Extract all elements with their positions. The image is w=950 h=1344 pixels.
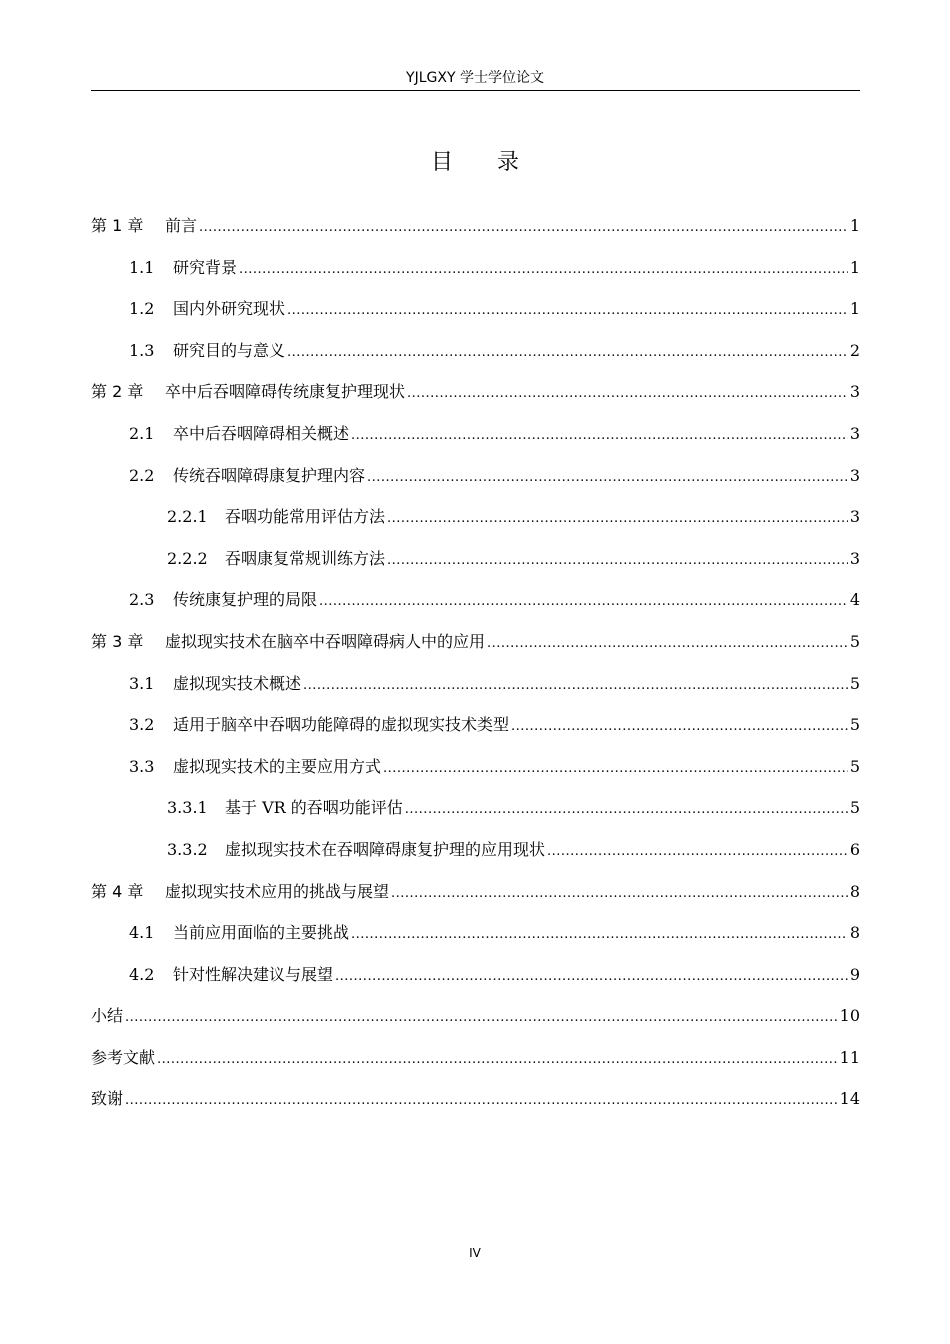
dot-leader (387, 498, 848, 540)
toc-entry-page: 14 (839, 1089, 860, 1109)
toc-entry-page: 3 (849, 548, 860, 568)
toc-entry-title: 前言 (165, 216, 198, 235)
toc-entry-page: 4 (849, 590, 860, 610)
toc-entry-number: 第 4 章 (91, 881, 144, 901)
toc-entry-title: 吞咽功能常用评估方法 (225, 507, 386, 527)
toc-entry-page: 3 (849, 382, 860, 402)
toc-entry-page: 5 (849, 631, 860, 651)
dot-leader (199, 207, 848, 249)
toc-entry-page: 3 (849, 423, 860, 443)
toc-entry-title: 虚拟现实技术在吞咽障碍康复护理的应用现状 (225, 839, 546, 859)
toc-entry[interactable] (91, 746, 860, 788)
dot-leader (367, 457, 848, 499)
toc-entry-page: 9 (849, 964, 860, 984)
toc-entry[interactable] (91, 330, 860, 372)
toc-entry[interactable] (91, 995, 860, 1037)
toc-entry-title: 吞咽康复常规训练方法 (225, 548, 386, 568)
toc-entry-number: 第 1 章 (91, 216, 144, 235)
toc-entry[interactable] (91, 247, 860, 289)
toc-entry-number: 2.3 (129, 590, 155, 610)
dot-leader (287, 332, 848, 374)
toc-entry-page: 1 (849, 216, 860, 235)
toc-entry-number: 4.2 (129, 964, 155, 984)
toc-entry-title: 研究背景 (173, 257, 238, 277)
toc-entry-title: 适用于脑卒中吞咽功能障碍的虚拟现实技术类型 (173, 715, 510, 735)
dot-leader (319, 581, 848, 623)
toc-entry-page: 5 (849, 798, 860, 818)
dot-leader (239, 249, 848, 291)
toc-entry-page: 2 (849, 340, 860, 360)
dot-leader (157, 1039, 838, 1081)
toc-entry-title: 国内外研究现状 (173, 299, 286, 319)
toc-entry-page: 8 (849, 923, 860, 943)
toc-entry-number: 2.2 (129, 465, 155, 485)
toc-entry-number: 3.2 (129, 715, 155, 735)
dot-leader (405, 789, 848, 831)
toc-entry-title: 虚拟现实技术在脑卒中吞咽障碍病人中的应用 (165, 631, 486, 651)
toc-entry-title: 卒中后吞咽障碍传统康复护理现状 (165, 382, 406, 402)
toc-entry[interactable] (91, 663, 860, 705)
toc-entry-page: 6 (849, 839, 860, 859)
toc-entry-title: 卒中后吞咽障碍相关概述 (173, 423, 350, 443)
toc-entry-page: 1 (849, 257, 860, 277)
toc-entry[interactable] (91, 871, 860, 913)
dot-leader (391, 873, 848, 915)
toc-entry-page: 5 (849, 673, 860, 693)
toc-entry[interactable] (91, 455, 860, 497)
toc-entry-number: 1.2 (129, 299, 155, 319)
toc-entry[interactable] (91, 954, 860, 996)
toc-entry-title: 致谢 (91, 1089, 124, 1109)
toc-entry-page: 3 (849, 507, 860, 527)
toc-entry-number: 2.2.1 (167, 507, 208, 527)
dot-leader (487, 623, 848, 665)
dot-leader (287, 290, 848, 332)
table-of-contents (91, 205, 860, 1120)
toc-entry-number: 3.3 (129, 756, 155, 776)
dot-leader (351, 415, 848, 457)
dot-leader (125, 1080, 838, 1122)
toc-entry[interactable] (91, 621, 860, 663)
dot-leader (407, 373, 848, 415)
toc-entry-number: 3.3.1 (167, 798, 208, 818)
toc-title: 目录 (430, 150, 563, 175)
dot-leader (511, 706, 848, 748)
toc-entry-title: 基于 VR 的吞咽功能评估 (225, 798, 403, 818)
header-rule (91, 90, 860, 91)
toc-entry-page: 5 (849, 756, 860, 776)
toc-entry[interactable] (91, 1078, 860, 1120)
dot-leader (125, 997, 838, 1039)
toc-entry[interactable] (91, 1037, 860, 1079)
dot-leader (383, 748, 848, 790)
toc-entry[interactable] (91, 579, 860, 621)
toc-entry-number: 第 3 章 (91, 631, 144, 651)
toc-entry[interactable] (91, 496, 860, 538)
toc-entry-number: 2.1 (129, 423, 155, 443)
toc-entry[interactable] (91, 288, 860, 330)
dot-leader (387, 540, 848, 582)
toc-entry-title: 虚拟现实技术概述 (173, 673, 302, 693)
dot-leader (335, 956, 848, 998)
toc-entry-page: 1 (849, 299, 860, 319)
toc-entry-page: 11 (839, 1047, 860, 1067)
toc-entry-page: 3 (849, 465, 860, 485)
toc-entry[interactable] (91, 912, 860, 954)
dot-leader (547, 831, 848, 873)
toc-entry-page: 8 (849, 881, 860, 901)
dot-leader (351, 914, 848, 956)
toc-entry-title: 参考文献 (91, 1047, 156, 1067)
toc-entry-title: 传统康复护理的局限 (173, 590, 318, 610)
toc-entry-title: 小结 (91, 1006, 124, 1026)
toc-entry-number: 第 2 章 (91, 382, 144, 402)
toc-entry[interactable] (91, 704, 860, 746)
toc-entry-number: 3.3.2 (167, 839, 208, 859)
toc-entry-title: 传统吞咽障碍康复护理内容 (173, 465, 366, 485)
dot-leader (303, 665, 848, 707)
toc-entry-title: 研究目的与意义 (173, 340, 286, 360)
toc-entry-title: 虚拟现实技术应用的挑战与展望 (165, 881, 390, 901)
toc-entry-number: 2.2.2 (167, 548, 208, 568)
toc-entry-title: 针对性解决建议与展望 (173, 964, 334, 984)
toc-entry-number: 1.1 (129, 257, 155, 277)
running-header: YJLGXY 学士学位论文 (406, 70, 544, 86)
toc-entry-title: 虚拟现实技术的主要应用方式 (173, 756, 382, 776)
toc-entry-page: 5 (849, 715, 860, 735)
toc-entry[interactable] (91, 371, 860, 413)
toc-entry[interactable] (91, 413, 860, 455)
toc-entry-title: 当前应用面临的主要挑战 (173, 923, 350, 943)
toc-entry[interactable] (91, 829, 860, 871)
toc-entry-number: 3.1 (129, 673, 155, 693)
toc-entry-number: 4.1 (129, 923, 155, 943)
toc-entry-number: 1.3 (129, 340, 155, 360)
toc-entry[interactable] (91, 538, 860, 580)
toc-entry[interactable] (91, 787, 860, 829)
toc-entry-page: 10 (839, 1006, 860, 1026)
toc-entry[interactable] (91, 205, 860, 247)
page-number: IV (469, 1246, 481, 1260)
